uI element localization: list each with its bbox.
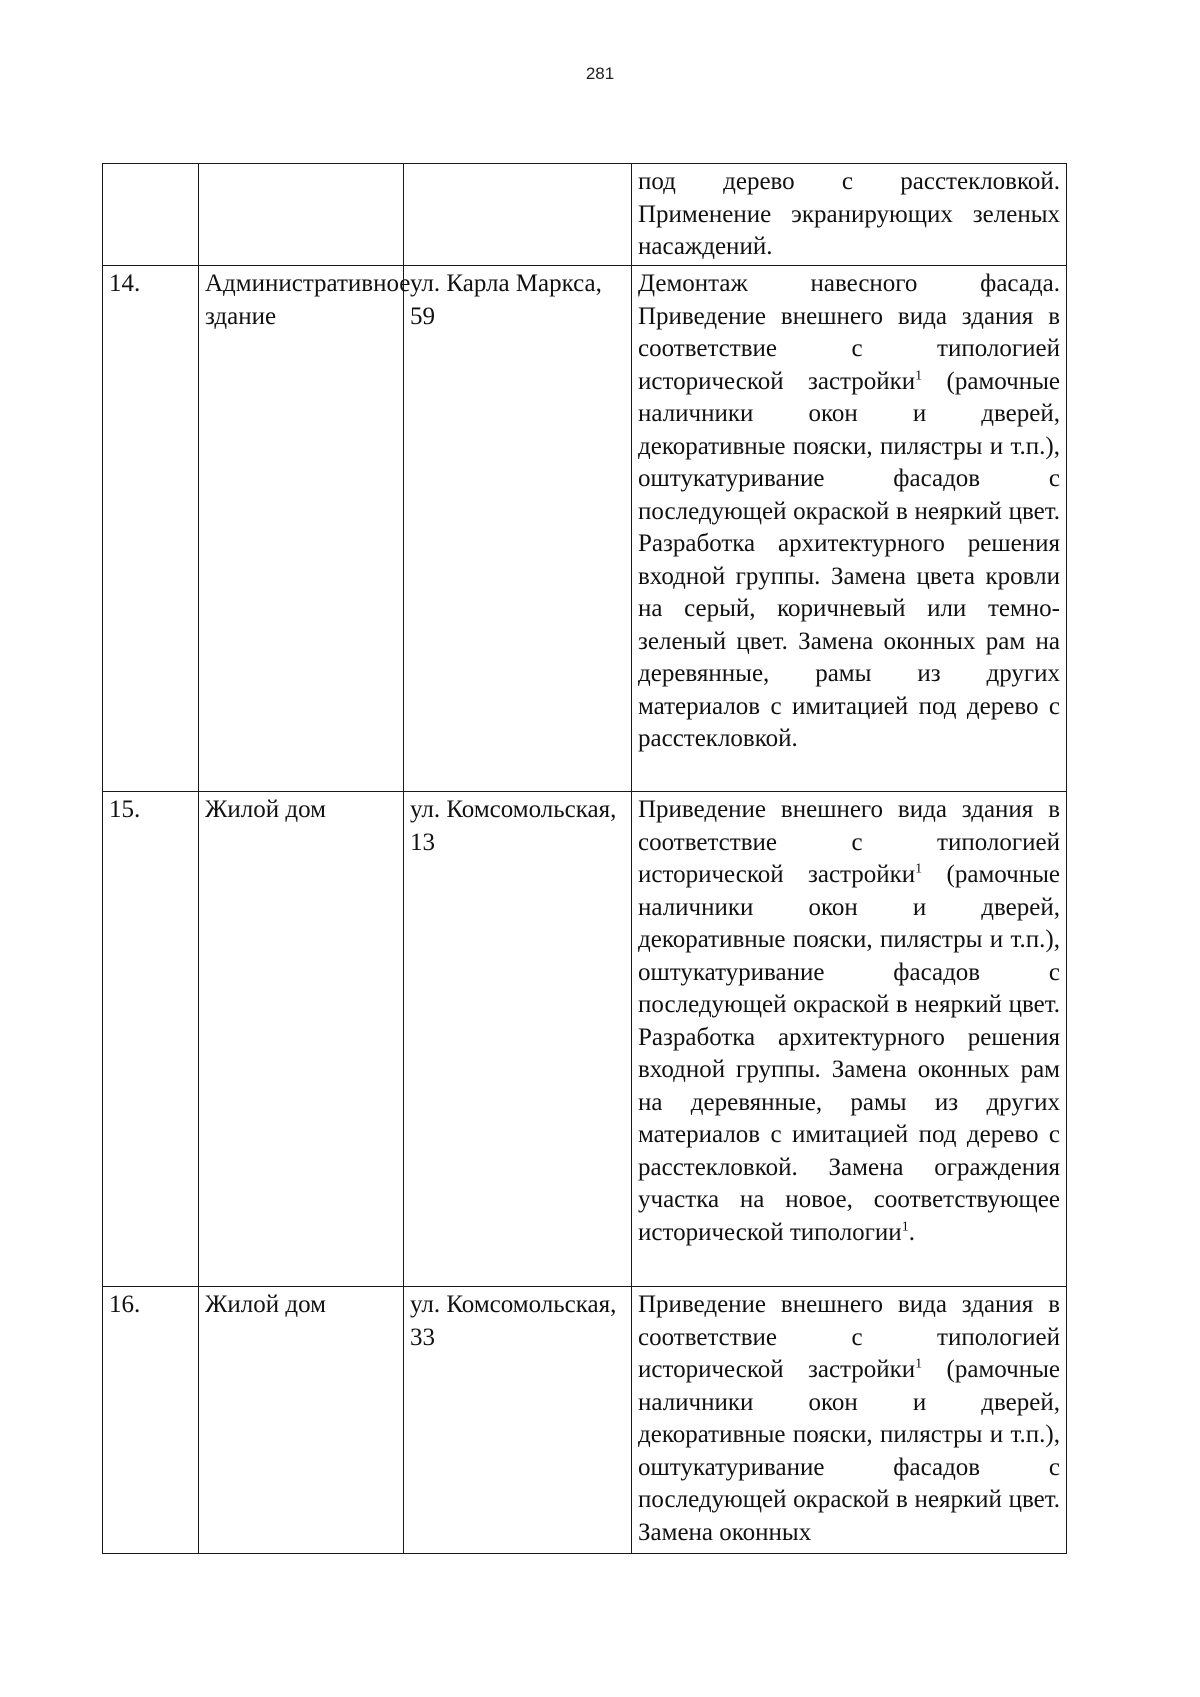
table-row	[103, 792, 1067, 1287]
row-number-cell: 15.	[103, 792, 199, 1287]
row-number-cell: 14.	[103, 266, 199, 792]
works-text: (рамочные наличники окон и дверей, декоративные пояски, пилястры и т.п.), оштукатуривание фасадов с последующей окраской в неяркий цвет. Разработка архитектурного решения входной группы. Замена цвета кровли на серый, коричневый или темно-зеленый цвет. Замена оконных рам на деревянные, рамы из других материалов с имитацией под дерево с расстекловкой.	[638, 367, 1060, 752]
table-row	[103, 1287, 1067, 1554]
footnote-marker: 1	[915, 1356, 923, 1372]
page-number: 281	[585, 64, 615, 83]
address-cell: ул. Комсомольская, 13	[404, 792, 632, 1287]
works-text: Приведение внешнего вида здания в соответствие с типологией исторической застройки	[638, 796, 1060, 888]
object-type-cell: Жилой дом	[199, 792, 404, 1287]
table-row	[103, 164, 1067, 266]
address-cell	[404, 164, 632, 266]
footnote-marker: 1	[915, 368, 923, 384]
works-text: .	[908, 1218, 915, 1246]
address-cell: ул. Карла Маркса, 59	[404, 266, 632, 792]
footnote-marker: 1	[915, 861, 923, 877]
object-type-cell: Административное здание	[199, 266, 404, 792]
table-row	[103, 266, 1067, 792]
address-cell: ул. Комсомольская, 33	[404, 1287, 632, 1554]
footnote-marker: 1	[901, 1219, 909, 1235]
works-cell: под дерево с расстекловкой. Применение экранирующих зеленых насаждений.	[632, 164, 1067, 266]
object-type-cell: Жилой дом	[199, 1287, 404, 1554]
works-text: Приведение внешнего вида здания в соответствие с типологией исторической застройки	[638, 1291, 1060, 1383]
works-cell	[632, 266, 1067, 792]
object-type-cell	[199, 164, 404, 266]
row-number-cell	[103, 164, 199, 266]
works-text: Демонтаж навесного фасада. Приведение внешнего вида здания в соответствие с типологией исторической застройки	[638, 270, 1060, 395]
objects-table	[102, 163, 1067, 1554]
works-cell	[632, 792, 1067, 1287]
works-text: (рамочные наличники окон и дверей, декоративные пояски, пилястры и т.п.), оштукатуривание фасадов с последующей окраской в неяркий цвет. Разработка архитектурного решения входной группы. Замена оконных рам на деревянные, рамы из других материалов с имитацией под дерево с расстекловкой. Замена ограждения участка на новое, соответствующее исторической типологии	[638, 861, 1060, 1246]
row-number-cell: 16.	[103, 1287, 199, 1554]
works-text: (рамочные наличники окон и дверей, декоративные пояски, пилястры и т.п.), оштукатуривание фасадов с последующей окраской в неяркий цвет. Замена оконных	[638, 1356, 1060, 1546]
works-cell	[632, 1287, 1067, 1554]
